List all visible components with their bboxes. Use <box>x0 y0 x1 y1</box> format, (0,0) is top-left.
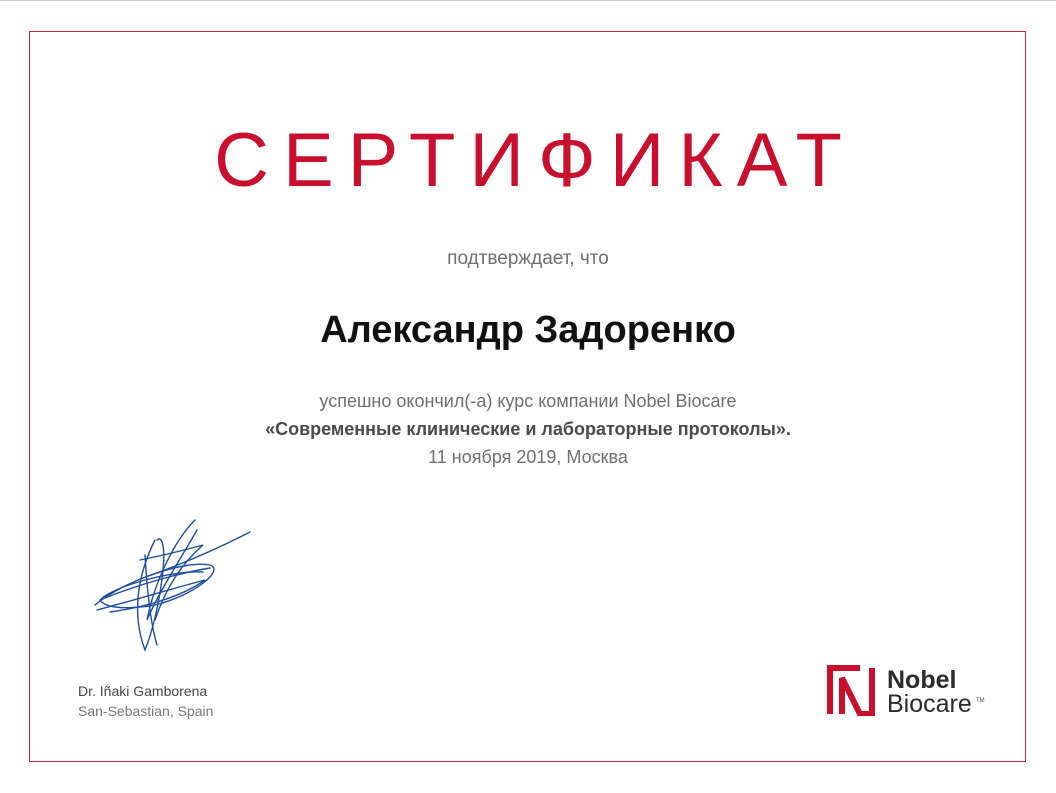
signature-icon <box>85 510 265 660</box>
nobel-biocare-logo-icon <box>826 664 876 716</box>
date-place: 11 ноября 2019, Москва <box>428 447 628 467</box>
top-divider <box>0 0 1056 1</box>
logo-line2: Biocare <box>887 690 972 718</box>
signer-place: San-Sebastian, Spain <box>78 703 214 719</box>
signer-name: Dr. Iñaki Gamborena <box>78 683 208 699</box>
completion-text: успешно окончил(-а) курс компании Nobel Biocare <box>319 391 737 411</box>
confirms-text: подтверждает, что <box>447 248 609 269</box>
course-title: «Современные клинические и лабораторные протоколы». <box>265 419 791 439</box>
nobel-biocare-logo-text <box>887 668 972 716</box>
recipient-name: Александр Задоренко <box>320 309 736 351</box>
certificate-title: СЕРТИФИКАТ <box>214 118 856 203</box>
trademark-label: TM <box>976 698 985 704</box>
logo-line1: Nobel <box>887 666 957 694</box>
